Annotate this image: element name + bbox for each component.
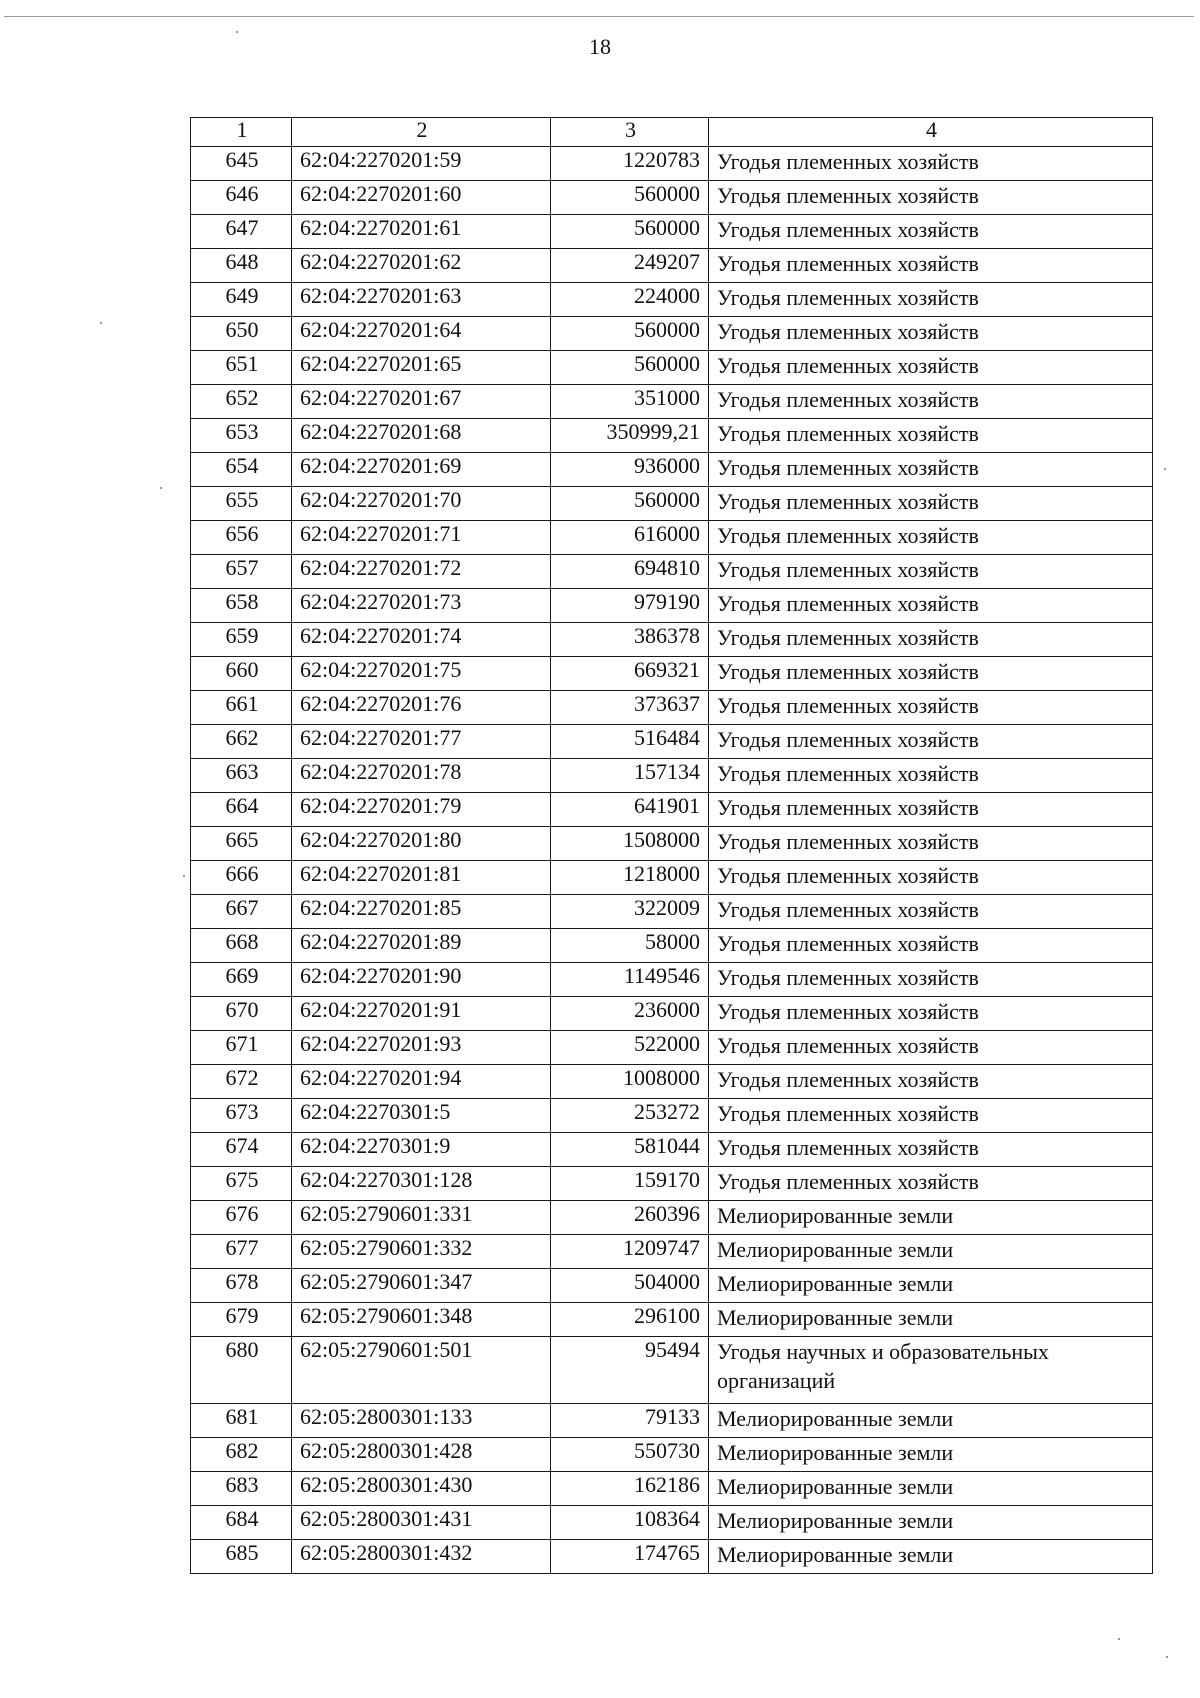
table-row xyxy=(191,759,1153,793)
land-purpose: Мелиорированные земли xyxy=(709,1303,1153,1337)
land-purpose: Мелиорированные земли xyxy=(709,1404,1153,1438)
area-value: 581044 xyxy=(551,1133,709,1167)
cadastral-number: 62:04:2270201:70 xyxy=(292,487,551,521)
row-number: 680 xyxy=(191,1337,292,1404)
cadastral-number: 62:04:2270201:63 xyxy=(292,283,551,317)
table-row xyxy=(191,453,1153,487)
row-number: 673 xyxy=(191,1099,292,1133)
area-value: 1149546 xyxy=(551,963,709,997)
area-value: 616000 xyxy=(551,521,709,555)
area-value: 560000 xyxy=(551,215,709,249)
cadastral-number: 62:04:2270201:71 xyxy=(292,521,551,555)
table-row xyxy=(191,1099,1153,1133)
land-purpose: Угодья племенных хозяйств xyxy=(709,759,1153,793)
table-row xyxy=(191,181,1153,215)
cadastral-number: 62:05:2800301:430 xyxy=(292,1472,551,1506)
area-value: 694810 xyxy=(551,555,709,589)
row-number: 661 xyxy=(191,691,292,725)
land-purpose: Мелиорированные земли xyxy=(709,1269,1153,1303)
table-row xyxy=(191,249,1153,283)
scan-speck xyxy=(1166,1656,1168,1658)
land-purpose: Угодья племенных хозяйств xyxy=(709,249,1153,283)
area-value: 95494 xyxy=(551,1337,709,1404)
cadastral-number: 62:04:2270201:62 xyxy=(292,249,551,283)
land-purpose: Мелиорированные земли xyxy=(709,1472,1153,1506)
land-purpose: Угодья племенных хозяйств xyxy=(709,385,1153,419)
land-purpose: Мелиорированные земли xyxy=(709,1201,1153,1235)
table-row xyxy=(191,1506,1153,1540)
land-purpose: Угодья племенных хозяйств xyxy=(709,215,1153,249)
table-body xyxy=(191,147,1153,1574)
cadastral-number: 62:04:2270201:65 xyxy=(292,351,551,385)
land-purpose: Мелиорированные земли xyxy=(709,1438,1153,1472)
table-row xyxy=(191,997,1153,1031)
row-number: 669 xyxy=(191,963,292,997)
scan-speck xyxy=(160,487,162,489)
table-row xyxy=(191,589,1153,623)
area-value: 174765 xyxy=(551,1540,709,1574)
row-number: 675 xyxy=(191,1167,292,1201)
area-value: 260396 xyxy=(551,1201,709,1235)
row-number: 685 xyxy=(191,1540,292,1574)
land-purpose: Угодья племенных хозяйств xyxy=(709,589,1153,623)
row-number: 670 xyxy=(191,997,292,1031)
area-value: 224000 xyxy=(551,283,709,317)
table-row xyxy=(191,487,1153,521)
table-row xyxy=(191,1031,1153,1065)
area-value: 936000 xyxy=(551,453,709,487)
land-purpose: Угодья племенных хозяйств xyxy=(709,453,1153,487)
table-header xyxy=(191,118,1153,147)
land-purpose: Мелиорированные земли xyxy=(709,1540,1153,1574)
cadastral-number: 62:04:2270201:85 xyxy=(292,895,551,929)
row-number: 672 xyxy=(191,1065,292,1099)
header-row xyxy=(191,118,1153,147)
table-row xyxy=(191,1167,1153,1201)
cadastral-number: 62:05:2800301:428 xyxy=(292,1438,551,1472)
land-purpose: Угодья племенных хозяйств xyxy=(709,895,1153,929)
area-value: 58000 xyxy=(551,929,709,963)
row-number: 664 xyxy=(191,793,292,827)
area-value: 236000 xyxy=(551,997,709,1031)
cadastral-number: 62:04:2270201:80 xyxy=(292,827,551,861)
table-row xyxy=(191,555,1153,589)
land-purpose: Угодья племенных хозяйств xyxy=(709,1167,1153,1201)
row-number: 647 xyxy=(191,215,292,249)
row-number: 651 xyxy=(191,351,292,385)
column-header-2: 2 xyxy=(292,118,551,147)
area-value: 249207 xyxy=(551,249,709,283)
row-number: 648 xyxy=(191,249,292,283)
table-row xyxy=(191,419,1153,453)
land-purpose: Угодья племенных хозяйств xyxy=(709,1065,1153,1099)
cadastral-number: 62:04:2270201:74 xyxy=(292,623,551,657)
land-purpose: Угодья племенных хозяйств xyxy=(709,181,1153,215)
area-value: 157134 xyxy=(551,759,709,793)
area-value: 253272 xyxy=(551,1099,709,1133)
land-purpose: Угодья племенных хозяйств xyxy=(709,487,1153,521)
table-row xyxy=(191,1201,1153,1235)
land-purpose: Угодья племенных хозяйств xyxy=(709,1099,1153,1133)
table-row xyxy=(191,283,1153,317)
land-purpose: Угодья племенных хозяйств xyxy=(709,317,1153,351)
scan-speck xyxy=(100,322,102,324)
land-purpose: Угодья племенных хозяйств xyxy=(709,419,1153,453)
table-row xyxy=(191,895,1153,929)
area-value: 108364 xyxy=(551,1506,709,1540)
table-row xyxy=(191,1540,1153,1574)
land-purpose: Мелиорированные земли xyxy=(709,1506,1153,1540)
table-row xyxy=(191,215,1153,249)
column-header-1: 1 xyxy=(191,118,292,147)
table-row xyxy=(191,1404,1153,1438)
table-row xyxy=(191,623,1153,657)
area-value: 641901 xyxy=(551,793,709,827)
row-number: 677 xyxy=(191,1235,292,1269)
area-value: 560000 xyxy=(551,351,709,385)
cadastral-number: 62:05:2800301:133 xyxy=(292,1404,551,1438)
cadastral-number: 62:04:2270201:69 xyxy=(292,453,551,487)
cadastral-number: 62:04:2270201:76 xyxy=(292,691,551,725)
row-number: 649 xyxy=(191,283,292,317)
table-row xyxy=(191,385,1153,419)
row-number: 684 xyxy=(191,1506,292,1540)
row-number: 667 xyxy=(191,895,292,929)
table-row xyxy=(191,1065,1153,1099)
row-number: 653 xyxy=(191,419,292,453)
cadastral-number: 62:04:2270201:79 xyxy=(292,793,551,827)
area-value: 522000 xyxy=(551,1031,709,1065)
table-row xyxy=(191,1472,1153,1506)
land-purpose: Угодья племенных хозяйств xyxy=(709,929,1153,963)
scan-speck xyxy=(1164,468,1166,470)
land-purpose: Угодья племенных хозяйств xyxy=(709,963,1153,997)
table-row xyxy=(191,147,1153,181)
land-purpose: Угодья племенных хозяйств xyxy=(709,997,1153,1031)
cadastral-number: 62:04:2270201:90 xyxy=(292,963,551,997)
cadastral-number: 62:04:2270201:60 xyxy=(292,181,551,215)
table-row xyxy=(191,317,1153,351)
cadastral-number: 62:05:2790601:332 xyxy=(292,1235,551,1269)
land-purpose: Угодья племенных хозяйств xyxy=(709,691,1153,725)
table-row xyxy=(191,861,1153,895)
cadastral-number: 62:04:2270201:93 xyxy=(292,1031,551,1065)
cadastral-number: 62:04:2270301:128 xyxy=(292,1167,551,1201)
table-row xyxy=(191,1303,1153,1337)
scan-speck xyxy=(1118,1638,1120,1640)
row-number: 654 xyxy=(191,453,292,487)
area-value: 560000 xyxy=(551,317,709,351)
area-value: 351000 xyxy=(551,385,709,419)
land-purpose: Угодья племенных хозяйств xyxy=(709,657,1153,691)
cadastral-number: 62:04:2270201:91 xyxy=(292,997,551,1031)
row-number: 658 xyxy=(191,589,292,623)
land-purpose: Угодья племенных хозяйств xyxy=(709,521,1153,555)
row-number: 652 xyxy=(191,385,292,419)
table-row xyxy=(191,691,1153,725)
table-row xyxy=(191,657,1153,691)
land-purpose: Угодья племенных хозяйств xyxy=(709,861,1153,895)
area-value: 516484 xyxy=(551,725,709,759)
row-number: 666 xyxy=(191,861,292,895)
area-value: 560000 xyxy=(551,181,709,215)
area-value: 1209747 xyxy=(551,1235,709,1269)
cadastral-number: 62:04:2270201:64 xyxy=(292,317,551,351)
cadastral-number: 62:04:2270201:89 xyxy=(292,929,551,963)
cadastral-number: 62:05:2790601:347 xyxy=(292,1269,551,1303)
row-number: 683 xyxy=(191,1472,292,1506)
cadastral-number: 62:05:2790601:501 xyxy=(292,1337,551,1404)
area-value: 1008000 xyxy=(551,1065,709,1099)
cadastral-number: 62:04:2270201:94 xyxy=(292,1065,551,1099)
table-row xyxy=(191,827,1153,861)
table-row xyxy=(191,1269,1153,1303)
table-row xyxy=(191,521,1153,555)
area-value: 386378 xyxy=(551,623,709,657)
cadastral-number: 62:05:2790601:331 xyxy=(292,1201,551,1235)
area-value: 322009 xyxy=(551,895,709,929)
row-number: 646 xyxy=(191,181,292,215)
cadastral-number: 62:05:2790601:348 xyxy=(292,1303,551,1337)
row-number: 656 xyxy=(191,521,292,555)
row-number: 657 xyxy=(191,555,292,589)
table-row xyxy=(191,1235,1153,1269)
scan-speck xyxy=(183,875,185,877)
land-purpose: Угодья племенных хозяйств xyxy=(709,793,1153,827)
row-number: 676 xyxy=(191,1201,292,1235)
cadastral-number: 62:04:2270201:72 xyxy=(292,555,551,589)
row-number: 645 xyxy=(191,147,292,181)
area-value: 1220783 xyxy=(551,147,709,181)
cadastral-number: 62:04:2270201:81 xyxy=(292,861,551,895)
land-purpose: Угодья племенных хозяйств xyxy=(709,283,1153,317)
row-number: 660 xyxy=(191,657,292,691)
column-header-4: 4 xyxy=(709,118,1153,147)
row-number: 674 xyxy=(191,1133,292,1167)
row-number: 659 xyxy=(191,623,292,657)
table-row xyxy=(191,1133,1153,1167)
area-value: 504000 xyxy=(551,1269,709,1303)
row-number: 678 xyxy=(191,1269,292,1303)
column-header-3: 3 xyxy=(551,118,709,147)
cadastral-number: 62:04:2270301:9 xyxy=(292,1133,551,1167)
cadastral-number: 62:04:2270201:73 xyxy=(292,589,551,623)
row-number: 655 xyxy=(191,487,292,521)
land-purpose: Угодья племенных хозяйств xyxy=(709,351,1153,385)
area-value: 373637 xyxy=(551,691,709,725)
land-purpose: Угодья племенных хозяйств xyxy=(709,1133,1153,1167)
cadastral-number: 62:04:2270201:78 xyxy=(292,759,551,793)
area-value: 560000 xyxy=(551,487,709,521)
row-number: 682 xyxy=(191,1438,292,1472)
area-value: 1508000 xyxy=(551,827,709,861)
land-purpose: Мелиорированные земли xyxy=(709,1235,1153,1269)
cadastral-number: 62:04:2270201:67 xyxy=(292,385,551,419)
cadastral-number: 62:04:2270201:77 xyxy=(292,725,551,759)
table-row xyxy=(191,725,1153,759)
land-purpose: Угодья племенных хозяйств xyxy=(709,827,1153,861)
land-purpose: Угодья племенных хозяйств xyxy=(709,555,1153,589)
table-row xyxy=(191,793,1153,827)
area-value: 296100 xyxy=(551,1303,709,1337)
cadastral-number: 62:04:2270201:75 xyxy=(292,657,551,691)
area-value: 79133 xyxy=(551,1404,709,1438)
cadastral-number: 62:04:2270201:59 xyxy=(292,147,551,181)
area-value: 1218000 xyxy=(551,861,709,895)
land-purpose: Угодья племенных хозяйств xyxy=(709,623,1153,657)
table-row xyxy=(191,963,1153,997)
area-value: 162186 xyxy=(551,1472,709,1506)
land-plots-table xyxy=(190,117,1153,1574)
area-value: 669321 xyxy=(551,657,709,691)
land-purpose: Угодья племенных хозяйств xyxy=(709,1031,1153,1065)
row-number: 679 xyxy=(191,1303,292,1337)
scan-top-edge xyxy=(4,16,1194,17)
scan-speck xyxy=(236,31,238,33)
area-value: 979190 xyxy=(551,589,709,623)
page-number: 18 xyxy=(589,34,611,59)
land-purpose: Угодья племенных хозяйств xyxy=(709,147,1153,181)
row-number: 671 xyxy=(191,1031,292,1065)
table-row xyxy=(191,929,1153,963)
cadastral-number: 62:04:2270201:61 xyxy=(292,215,551,249)
cadastral-number: 62:05:2800301:431 xyxy=(292,1506,551,1540)
row-number: 668 xyxy=(191,929,292,963)
area-value: 350999,21 xyxy=(551,419,709,453)
row-number: 681 xyxy=(191,1404,292,1438)
cadastral-number: 62:05:2800301:432 xyxy=(292,1540,551,1574)
cadastral-number: 62:04:2270301:5 xyxy=(292,1099,551,1133)
table-row xyxy=(191,351,1153,385)
land-purpose: Угодья племенных хозяйств xyxy=(709,725,1153,759)
row-number: 650 xyxy=(191,317,292,351)
area-value: 159170 xyxy=(551,1167,709,1201)
row-number: 663 xyxy=(191,759,292,793)
land-purpose: Угодья научных и образовательных организаций xyxy=(709,1337,1153,1404)
cadastral-number: 62:04:2270201:68 xyxy=(292,419,551,453)
table-row xyxy=(191,1438,1153,1472)
table-row xyxy=(191,1337,1153,1404)
area-value: 550730 xyxy=(551,1438,709,1472)
row-number: 662 xyxy=(191,725,292,759)
row-number: 665 xyxy=(191,827,292,861)
